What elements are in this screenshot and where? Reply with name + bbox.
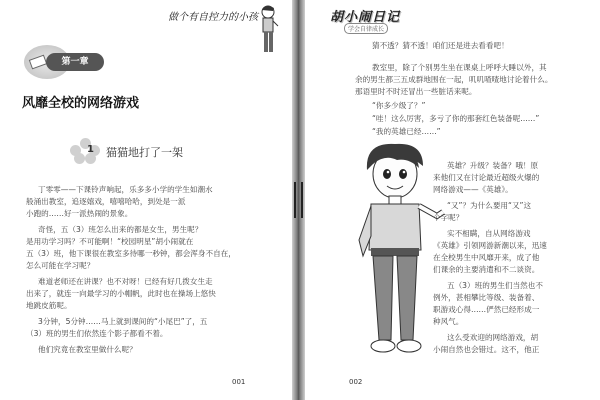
header-boy-illustration xyxy=(257,4,279,56)
right-side-paragraph-line: 们课余的主要消遣和不二谈资。 xyxy=(433,265,540,274)
right-side-paragraph-line: 《英雄》引领网游新潮以来，迅速 xyxy=(433,241,547,250)
right-paragraph-line: “哇！这么厉害，多亏了你的那套红色装备呢……” xyxy=(372,114,540,123)
right-side-paragraph-line: 职游戏心得……俨然已经形成一 xyxy=(433,305,540,314)
flower-icon xyxy=(70,138,100,164)
left-paragraph-line: 小跑的……好一派热闹的景象。 xyxy=(26,209,133,218)
right-side-paragraph-line: 小闹自然也会错过。这不，他正 xyxy=(433,345,540,354)
logo-subtitle: 学会自律成长 xyxy=(344,23,388,34)
left-paragraph-line: 奇怪，五（3）班怎么出来的都是女生，男生呢？ xyxy=(38,225,203,234)
left-header-title: 做个有自控力的小孩 xyxy=(168,12,258,23)
right-side-paragraph-line: 个字呢？ xyxy=(433,213,464,222)
left-paragraph-line: 怎么可能在学习呢？ xyxy=(26,261,95,270)
boy-illustration xyxy=(345,140,445,360)
right-page xyxy=(305,0,600,400)
left-paragraph-line: 他们究竟在教室里做什么呢？ xyxy=(38,345,137,354)
right-paragraph-line: 那语里时不时还冒出一些脏话来呢。 xyxy=(355,87,477,96)
left-paragraph-line: 出来了，就连一向最学习的小帽帆，此时也在操场上悠快 xyxy=(26,289,216,298)
book-logo xyxy=(330,6,401,33)
right-side-paragraph-line: 这么受欢迎的网络游戏，胡 xyxy=(447,333,539,342)
right-paragraph-line: 教室里，除了个别男生坐在课桌上呼呼大睡以外，其 xyxy=(372,63,547,72)
chapter-label: 第一章 xyxy=(46,53,104,71)
right-page-number: 002 xyxy=(349,378,363,386)
left-paragraph-line: 是用功学习吗？不可能啊！“校园明星”胡小闹就在 xyxy=(26,237,194,246)
right-side-paragraph-line: 英雄？升级？装备？哦！原 xyxy=(447,161,539,170)
right-side-paragraph-line: 网络游戏——《英雄》。 xyxy=(433,185,513,194)
right-paragraph-line: 余的男生都三五成群地围在一起，叽叽喳喳地讨论着什么。 xyxy=(355,75,553,84)
left-paragraph-line: （3）班的男生们依然连个影子都看不着。 xyxy=(26,329,168,338)
left-page xyxy=(0,0,292,400)
section-number: 1 xyxy=(87,144,94,155)
left-paragraph-line: 地跳皮筋呢。 xyxy=(26,301,72,310)
right-paragraph-line: “我的英雄已经……” xyxy=(372,127,441,136)
section-title: 猫猫地打了一架 xyxy=(106,146,183,159)
left-page-number: 001 xyxy=(232,378,246,386)
right-side-paragraph-line: 五（3）班的男生们当然也不 xyxy=(447,281,543,290)
left-paragraph-line: 丁零零——下课铃声响起，乐多多小学的学生如潮水 xyxy=(38,185,213,194)
right-side-paragraph-line: “又”？为什么要用“又”这 xyxy=(447,201,532,210)
left-paragraph-line: 3分钟，5分钟……马上就到课间的“小尾巴”了，五 xyxy=(38,317,208,326)
left-paragraph-line: 五（3）班，他下课很在教室多待哪一秒钟，都会浑身不自在， xyxy=(26,249,236,258)
right-side-paragraph-line: 实不相瞒，自从网络游戏 xyxy=(447,229,531,238)
left-paragraph-line: 难道老师还在讲课？也不对呀！已经有好几拨女生走 xyxy=(38,277,213,286)
right-side-paragraph-line: 在全校男生中风靡开来，成了他 xyxy=(433,253,540,262)
spine-divider xyxy=(294,182,303,218)
right-side-paragraph-line: 来他们又在讨论最近超级火爆的 xyxy=(433,173,540,182)
chapter-title: 风靡全校的网络游戏 xyxy=(22,96,140,111)
right-side-paragraph-line: 种风气。 xyxy=(433,317,464,326)
left-paragraph-line: 般涌出教室，追逐嬉戏，嘻嘻哈哈，到处是一派 xyxy=(26,197,186,206)
right-paragraph-line: 猜不透？猜不透！咱们还是进去看看吧！ xyxy=(372,41,509,50)
right-paragraph-line: “你多少级了？” xyxy=(372,101,426,110)
right-side-paragraph-line: 例外，甚相攀比等级、装备着、 xyxy=(433,293,540,302)
logo-title: 胡小闹日记 xyxy=(330,10,401,25)
